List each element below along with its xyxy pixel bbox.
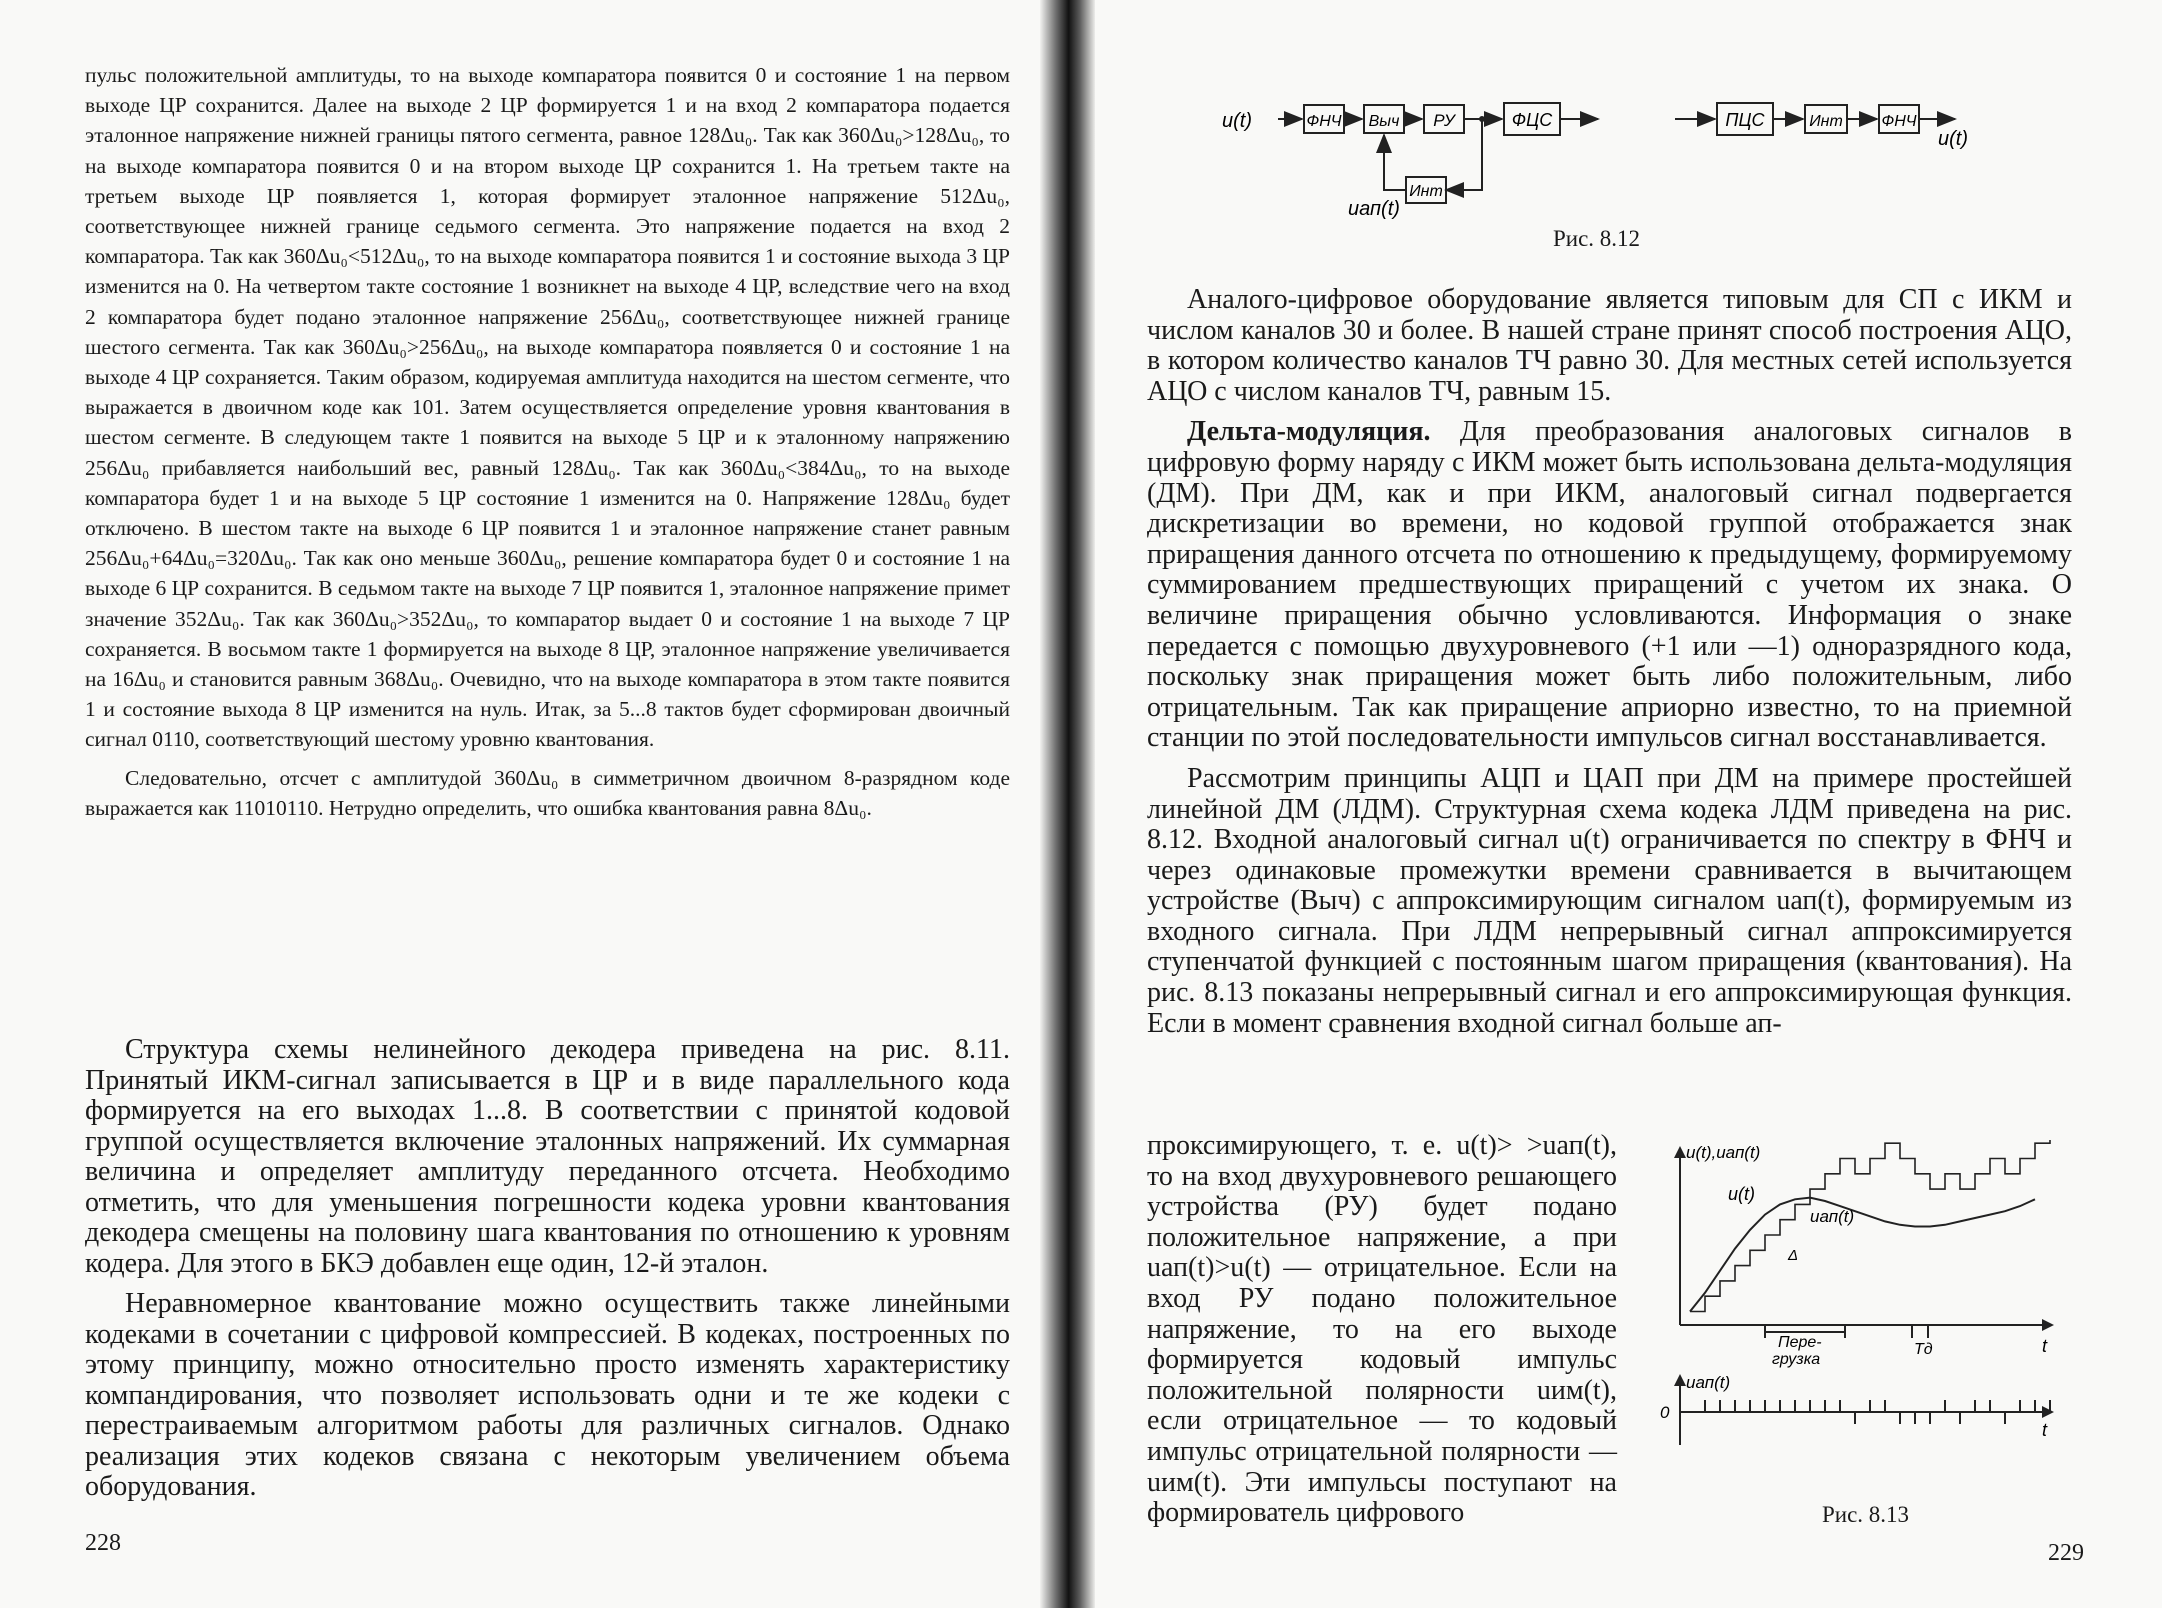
figure-8-12-diagram xyxy=(1220,85,2000,220)
fig12-block-ru: РУ xyxy=(1433,111,1455,130)
left-paragraph-2: Следовательно, отсчет с амплитудой 360Δu₀ в симметричном двоичном 8-разрядном коде выражается как 11010110. Нетрудно определить, что ошибка квантования равна 8Δu₀. xyxy=(85,765,1010,820)
fig13-top-x-arrow xyxy=(2042,1319,2054,1331)
fig13-top-ylabel: u(t),uап(t) xyxy=(1686,1143,1761,1162)
left-small-text xyxy=(85,60,1010,823)
fig12-block-fcs: ФЦС xyxy=(1511,110,1553,130)
right-paragraph-1: Аналого-цифровое оборудование является типовым для СП с ИКМ и числом каналов 30 и более. В нашей стране принят способ построения АЦО, в котором количество каналов ТЧ равно 30. Для местных сетей используется АЦО с числом каналов ТЧ, равным 15. xyxy=(1147,284,2072,407)
fig13-t-label-bottom: t xyxy=(2042,1420,2048,1440)
fig13-step-label: uап(t) xyxy=(1810,1207,1855,1226)
right-narrow-text: проксимирующего, т. е. u(t)> >uап(t), то на вход двухуровневого решающего устройства (РУ) будет подано положительное напряжение, а при uап(t)>u(t) — отрицательное. Если на вход РУ подано положительное напряжение, то на его выходе формируется кодовый импульс положительной полярности uим(t), если отрицательное — то кодовый импульс отрицательной полярности —uим(t). Эти импульсы поступают на формирователь цифрового xyxy=(1147,1130,1617,1529)
figure-8-13-plot xyxy=(1650,1140,2070,1470)
fig12-block-fnch-2: ФНЧ xyxy=(1881,113,1917,130)
right-paragraph-2 xyxy=(1147,417,2072,754)
fig13-top-y-arrow xyxy=(1674,1146,1686,1158)
fig13-td-label: Tд xyxy=(1914,1341,1933,1358)
book-gutter xyxy=(1040,0,1095,1608)
fig12-block-int: Инт xyxy=(1409,183,1443,200)
fig12-feedback-label: uап(t) xyxy=(1348,198,1400,220)
fig13-overload-label-2: грузка xyxy=(1772,1351,1821,1368)
fig13-bottom-ylabel: uап(t) xyxy=(1686,1373,1731,1392)
left-paragraph-1: пульс положительной амплитуды, то на выходе компаратора появится 0 и состояние 1 на первом выходе ЦР сохранится. Далее на выходе 2 ЦР формируется 1 и на вход 2 компаратора подается эталонное напряжение нижней границы пятого сегмента, равное 128Δu₀. Так как 360Δu₀>128Δu₀, то на выходе компаратора появится 0 и на втором выходе ЦР сохранится 1. На третьем такте на третьем выходе ЦР появляется 1, которая формирует эталонное напряжение 512Δu₀, соответствующее нижней границе седьмого сегмента. Это напряжение подается на вход 2 компаратора. Так как 360Δu₀<512Δu₀, то на выходе компаратора появится 1 и состояние выхода 3 ЦР изменится на 0. На четвертом такте состояние 1 возникнет на выходе 4 ЦР, вследствие чего на вход 2 компаратора будет подано эталонное напряжение 256Δu₀, соответствующее нижней границе шестого сегмента. Так как 360Δu₀>256Δu₀, на выходе компаратора появляется 0 и состояние 1 на выходе 4 ЦР сохраняется. Таким образом, кодируемая амплитуда находится на шестом сегменте, что выражается в двоичном коде как 101. Затем осуществляется определение уровня квантования в шестом сегменте. В следующем такте 1 появится на выходе 5 ЦР и к эталонному напряжению 256Δu₀ прибавляется наибольший вес, равный 128Δu₀. Так как 360Δu₀<384Δu₀, то на выходе компаратора будет 1 и на выходе 5 ЦР состояние 1 изменится на 0. Напряжение 128Δu₀ будет отключено. В шестом такте на выходе 6 ЦР появится 1 и эталонное напряжение станет равным 256Δu₀+64Δu₀=320Δu₀. Так как оно меньше 360Δu₀, решение компаратора будет 0 и состояние 1 на выходе 6 ЦР сохранится. В седьмом такте на выходе 7 ЦР появится 1, эталонное напряжение примет значение 352Δu₀. Так как 360Δu₀>352Δu₀, то компаратор выдает 0 и состояние 1 на выходе 7 ЦР сохраняется. В восьмом такте 1 формируется на выходе 8 ЦР, эталонное напряжение увеличивается на 16Δu₀ и становится равным 368Δu₀. Очевидно, что на выходе компаратора в этом такте появится 1 и состояние выхода 8 ЦР изменится на нуль. Итак, за 5...8 тактов будет сформирован двоичный сигнал 0110, соответствующий шестому уровню квантования. xyxy=(85,63,1010,752)
fig12-input-label: u(t) xyxy=(1222,110,1252,132)
right-paragraph-2-text: Для преобразования аналоговых сигналов в цифровую форму наряду с ИКМ может быть использована дельта-модуляция (ДМ). При ДМ, как и при ИКМ, аналоговый сигнал подвергается дискретизации во времени, но кодовой группой отображается знак приращения данного отсчета по отношению к предыдущему, формируемому суммированием предшествующих приращений с учетом их знака. О величине приращения обычно условливаются. Информация о знаке передается с помощью двухуровневого (+1 или —1) одноразрядного кода, поскольку знак приращения может быть либо положительным, либо отрицательным. Так как приращение априорно известно, то на приемной станции по этой последовательности импульсов сигнал восстанавливается. xyxy=(1147,416,2072,754)
figure-8-12-caption: Рис. 8.12 xyxy=(1553,226,1641,251)
fig12-block-pcs: ПЦС xyxy=(1725,110,1765,130)
delta-modulation-heading: Дельта-модуляция. xyxy=(1187,416,1431,448)
page-number-left: 228 xyxy=(85,1530,121,1556)
fig12-block-int-2: Инт xyxy=(1809,113,1843,130)
left-paragraph-3: Структура схемы нелинейного декодера приведена на рис. 8.11. Принятый ИКМ-сигнал записывается в ЦР и в виде параллельного кода формируется на его выходах 1...8. В соответствии с принятой кодовой группой осуществляется включение эталонных напряжений. Их суммарная величина и определяет амплитуду переданного отсчета. Необходимо отметить, что для уменьшения погрешности кодека уровни квантования декодера смещены на половину шага квантования по отношению к уровням кодера. Для этого в БКЭ добавлен еще один, 12-й эталон. xyxy=(85,1034,1010,1279)
fig13-curve-label: u(t) xyxy=(1728,1184,1755,1204)
fig13-delta-label: Δ xyxy=(1788,1247,1799,1264)
figure-8-13-caption: Рис. 8.13 xyxy=(1822,1502,1910,1527)
fig12-block-vych: Выч xyxy=(1368,113,1400,130)
left-paragraph-4: Неравномерное квантование можно осуществить также линейными кодеками в сочетании с цифровой компрессией. В кодеках, построенных по этому принципу, можно относительно просто изменять характеристику компандирования, что позволяет использовать одни и те же кодеки с перестраиваемым алгоритмом работы для различных сигналов. Однако реализация этих кодеков связана с некоторым увеличением объема оборудования. xyxy=(85,1288,1010,1502)
page-number-right: 229 xyxy=(2048,1540,2084,1566)
fig13-staircase xyxy=(1690,1140,2050,1312)
fig13-zero-label: 0 xyxy=(1660,1403,1670,1422)
fig13-input-curve xyxy=(1690,1198,2035,1312)
right-main-text xyxy=(1147,285,2072,1039)
fig13-overload-label-1: Пере- xyxy=(1778,1334,1822,1351)
right-paragraph-3: Рассмотрим принципы АЦП и ЦАП при ДМ на примере простейшей линейной ДМ (ЛДМ). Структурная схема кодека ЛДМ приведена на рис. 8.12. Входной аналоговый сигнал u(t) ограничивается по спектру в ФНЧ и через одинаковые промежутки времени сравнивается в вычитающем устройстве (Выч) с аппроксимирующим сигналом uап(t), формируемым из входного сигнала. При ЛДМ непрерывный сигнал аппроксимируется ступенчатой функцией с постоянным шагом приращения (квантования). На рис. 8.13 показаны непрерывный сигнал и его аппроксимирующая функция. Если в момент сравнения входной сигнал больше ап- xyxy=(1147,762,2072,1039)
fig12-output-label: u(t) xyxy=(1938,128,1968,150)
fig13-t-label-top: t xyxy=(2042,1336,2048,1356)
left-main-text xyxy=(85,1035,1010,1503)
fig13-bottom-y-arrow xyxy=(1674,1374,1686,1386)
fig12-block-fnch: ФНЧ xyxy=(1306,113,1342,130)
fig13-bottom-x-arrow xyxy=(2042,1406,2054,1418)
